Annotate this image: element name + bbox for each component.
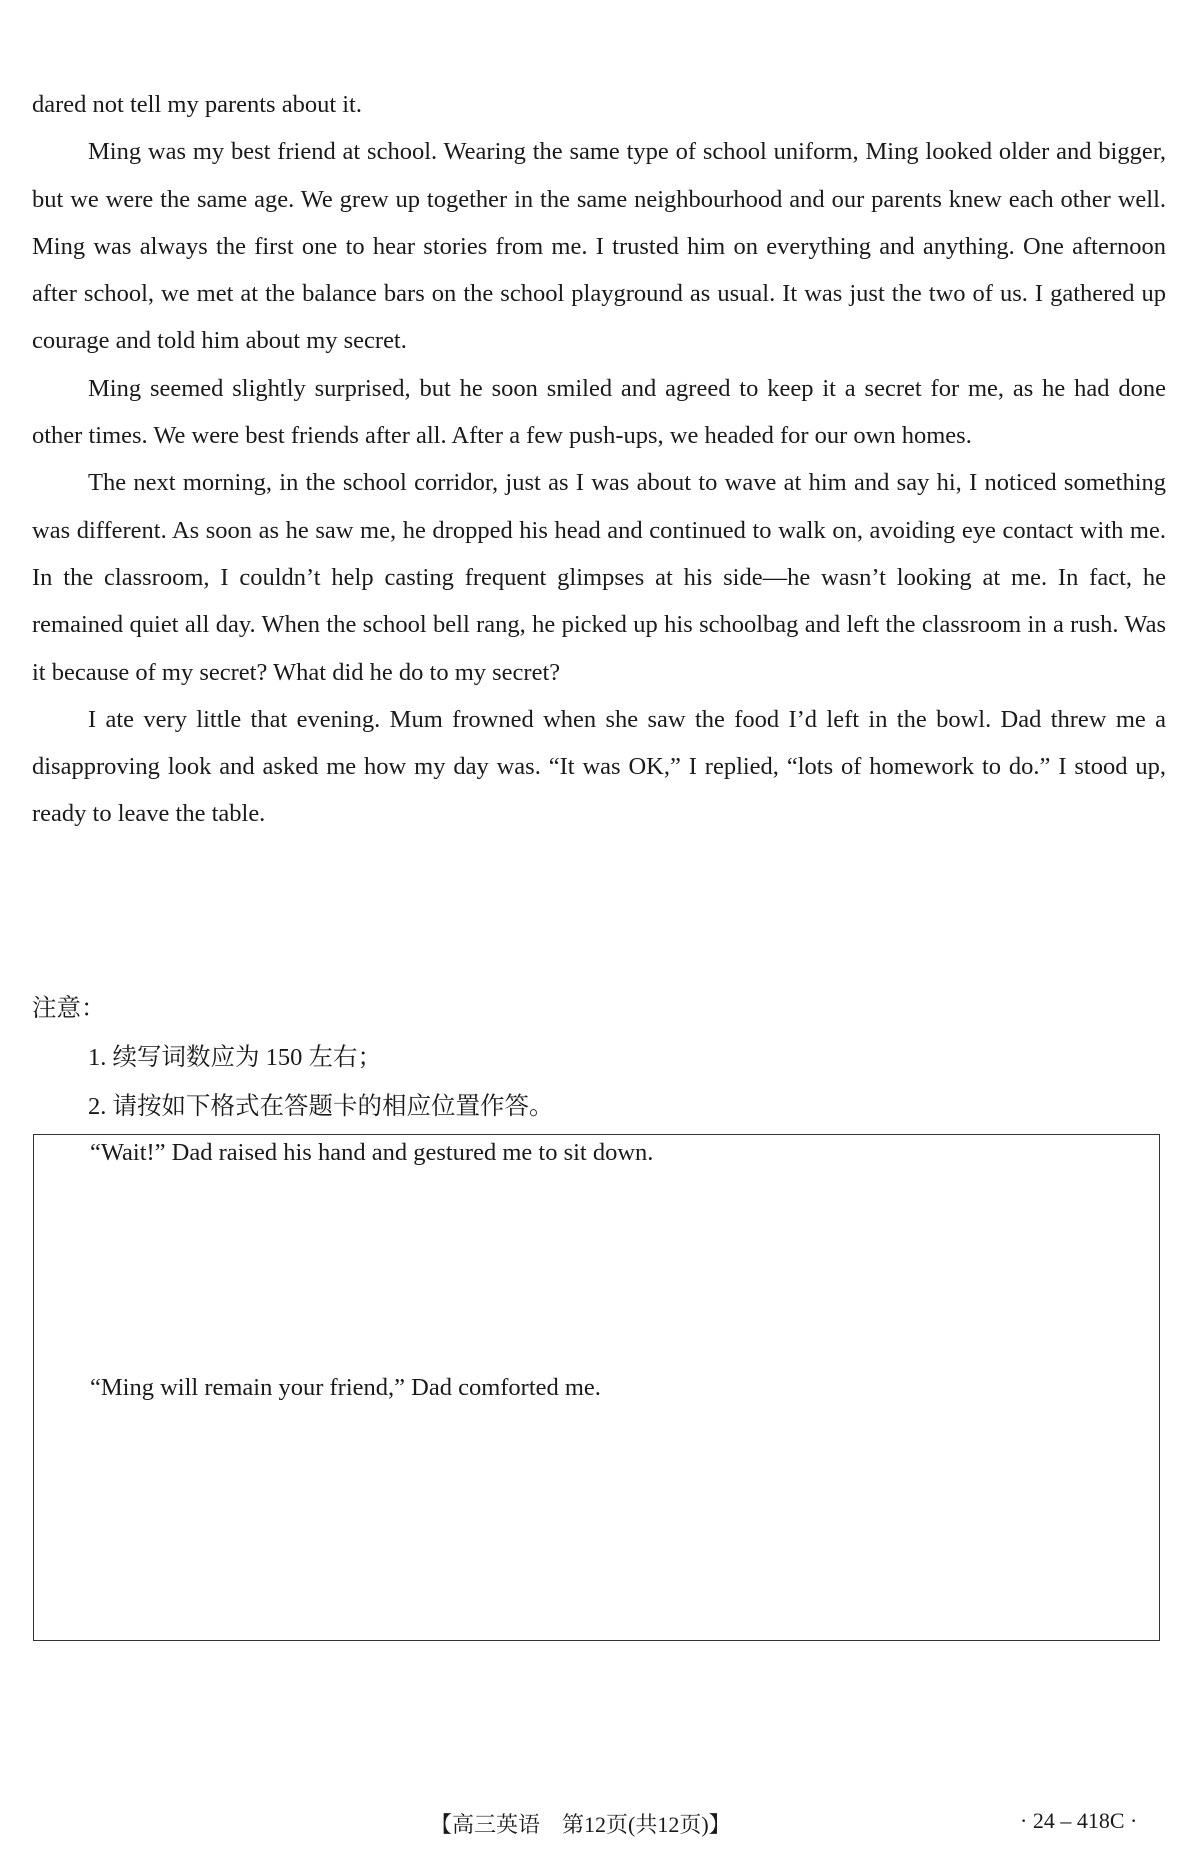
answer-opening-1: “Wait!” Dad raised his hand and gestured me to sit down. (90, 1139, 654, 1166)
note-item-2: 2. 请按如下格式在答题卡的相应位置作答。 (88, 1093, 554, 1120)
paragraph-4: The next morning, in the school corridor, just as I was about to wave at him and say hi, I noticed something was different. As soon as he saw me, he dropped his head and continued to walk on, avoiding eye contact with me. In the classroom, I couldn’t help casting frequent glimpses at his side—he wasn’t looking at me. In fact, he remained quiet all day. When the school bell rang, he picked up his schoolbag and left the classroom in a rush. Was it because of my secret? What did he do to my secret? (32, 469, 1166, 686)
paragraph-3: Ming seemed slightly surprised, but he soon smiled and agreed to keep it a secret for me, as he had done other times. We were best friends after all. After a few push-ups, we headed for our own homes. (32, 374, 1166, 450)
paragraph-1: dared not tell my parents about it. (32, 91, 362, 118)
story-text (32, 81, 1166, 838)
note-item-1: 1. 续写词数应为 150 左右； (88, 1044, 382, 1071)
answer-box (33, 1134, 1160, 1641)
footer-page-label: 【高三英语 第12页(共12页)】 (430, 1812, 731, 1837)
answer-opening-2: “Ming will remain your friend,” Dad comforted me. (90, 1374, 601, 1401)
paragraph-2: Ming was my best friend at school. Wearing the same type of school uniform, Ming looked older and bigger, but we were the same age. We grew up together in the same neighbourhood and our parents knew each other well. Ming was always the first one to hear stories from me. I trusted him on everything and anything. One afternoon after school, we met at the balance bars on the school playground as usual. It was just the two of us. I gathered up courage and told him about my secret. (32, 138, 1166, 355)
notes-section (32, 984, 1166, 1131)
footer-code: · 24 – 418C · (1020, 1808, 1138, 1833)
paragraph-5: I ate very little that evening. Mum frowned when she saw the food I’d left in the bowl. Dad threw me a disapproving look and asked me how my day was. “It was OK,” I replied, “lots of homework to do.” I stood up, ready to leave the table. (32, 705, 1166, 828)
notes-heading: 注意： (32, 995, 106, 1022)
